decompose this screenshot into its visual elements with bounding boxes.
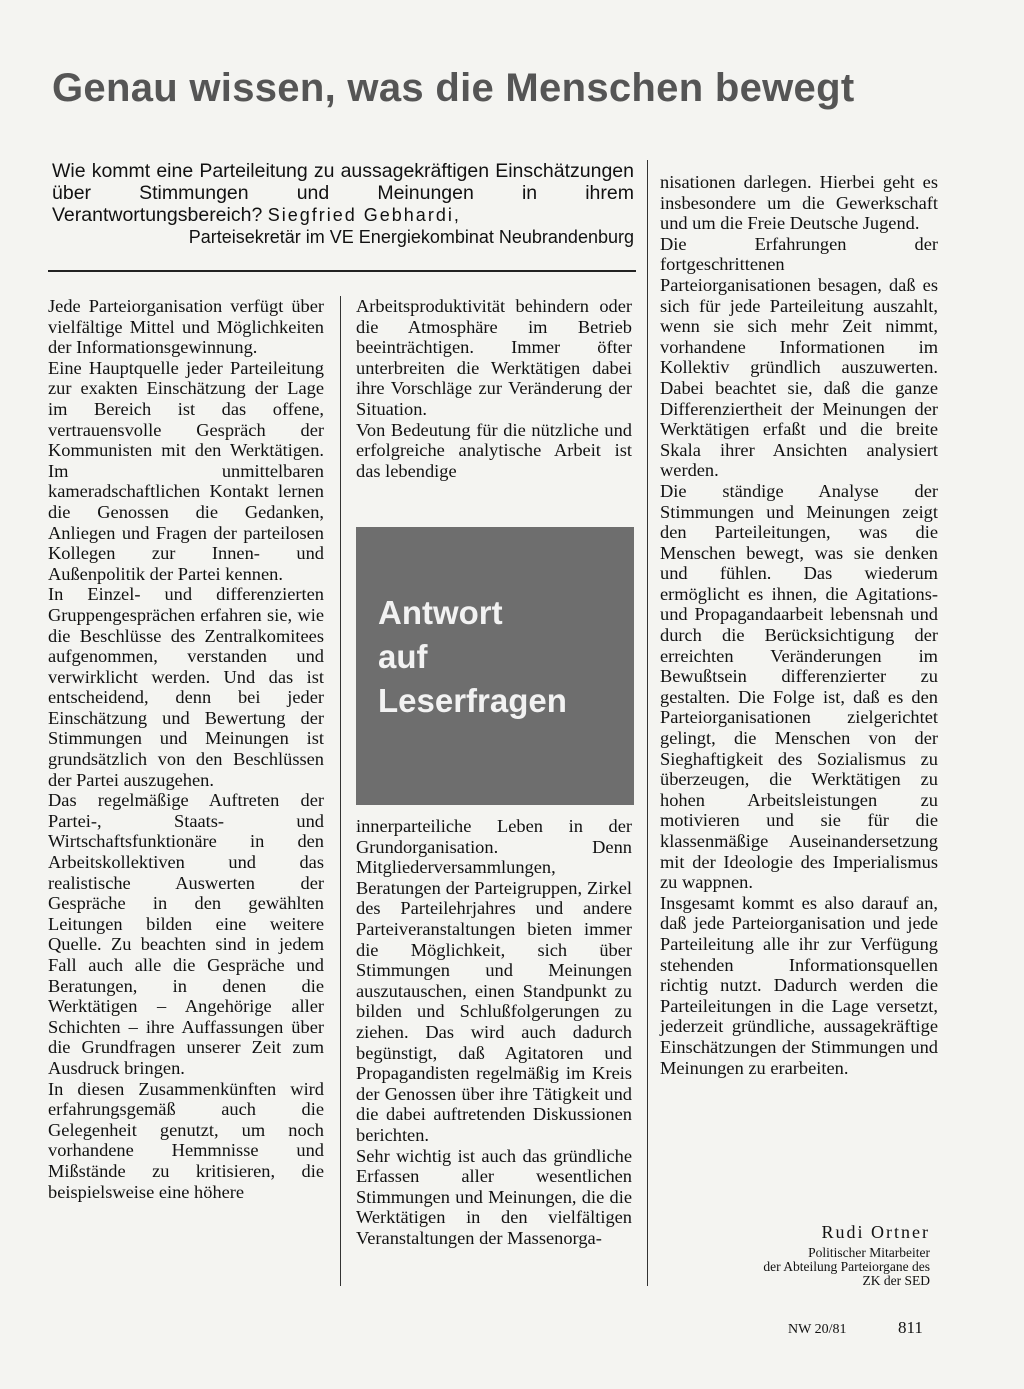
column-divider bbox=[340, 296, 341, 1286]
article-headline: Genau wissen, was die Menschen bewegt bbox=[52, 66, 855, 110]
question-text: Wie kommt eine Parteileitung zu aussagekräftigen Einschätzungen über Stimmungen und Meinungen in ihrem Verantwortungsbereich? bbox=[52, 160, 634, 226]
body-column-2-bottom bbox=[356, 816, 632, 1248]
reader-question bbox=[52, 160, 634, 248]
author-role-line: Politischer Mitarbeiter bbox=[808, 1245, 930, 1260]
author-name: Rudi Ortner bbox=[821, 1222, 930, 1242]
paragraph: Die Erfahrungen der fortgeschrittenen Parteiorganisationen besagen, daß es sich für jede Parteileitung auszahlt, wenn sie sich mehr Zeit nimmt, vorhandene Informationen im Kollektiv gründlich auszuwerten. Dabei beachtet sie, daß die ganze Differenziertheit der Meinungen der Werktätigen erfaßt und die breite Skala ihrer Ansichten analysiert werden. bbox=[660, 233, 938, 481]
author-role bbox=[700, 1246, 930, 1288]
paragraph: nisationen darlegen. Hierbei geht es insbesondere um die Gewerkschaft und um die Freie Deutsche Jugend. bbox=[660, 172, 938, 234]
author-role-line: ZK der SED bbox=[862, 1273, 930, 1288]
rubric-line: Antwort bbox=[378, 594, 503, 631]
asker-name: Siegfried Gebhardi, bbox=[267, 205, 461, 225]
column-divider bbox=[647, 160, 648, 1286]
issue-number: NW 20/81 bbox=[788, 1322, 847, 1337]
paragraph: Eine Hauptquelle jeder Parteileitung zur exakten Einschätzung der Lage im Bereich ist das offene, vertrauensvolle Gespräch der Kommunisten mit den Werktätigen. Im unmittelbaren kameradschaftlichen Kontakt lernen die Genossen die Gedanken, Anliegen und Fragen der parteilosen Kollegen zur Innen- und Außenpolitik der Partei kennen. bbox=[48, 357, 324, 584]
paragraph: Sehr wichtig ist auch das gründliche Erfassen aller wesentlichen Stimmungen und Meinungen, die die Werktätigen in den vielfältigen Veranstaltungen der Massenorga- bbox=[356, 1145, 632, 1248]
paragraph: Insgesamt kommt es also darauf an, daß jede Parteiorganisation und jede Parteileitung alle ihr zur Verfügung stehenden Informationsquellen richtig nutzt. Dadurch werden die Parteileitungen in die Lage versetzt, jederzeit gründliche, aussagekräftige Einschätzungen der Stimmungen und Meinungen zu erarbeiten. bbox=[660, 892, 938, 1078]
paragraph: Die ständige Analyse der Stimmungen und Meinungen zeigt den Parteileitungen, was die Menschen bewegt, was sie denken und fühlen. Das wiederum ermöglicht es ihnen, die Agitations- und Propagandaarbeit lebensnah und durch die Berücksichtigung der erreichten Veränderungen im Bewußtsein differenzierter zu gestalten. Die Folge ist, daß es den Parteiorganisationen zielgerichtet gelingt, die Menschen von der Sieghaftigkeit des Sozialismus zu überzeugen, die Werktätigen zu hohen Arbeitsleistungen zu motivieren und sie für die klassenmäßige Auseinandersetzung mit der Ideologie des Imperialismus zu wappnen. bbox=[660, 480, 938, 893]
intro-divider bbox=[48, 270, 636, 272]
body-column-2-top bbox=[356, 296, 632, 481]
paragraph: Das regelmäßige Auftreten der Partei-, Staats- und Wirtschaftsfunktionäre in den Arbeitskollektiven und das realistische Auswerten der Gespräche in den gewählten Leitungen bilden eine weitere Quelle. Zu beachten sind in jedem Fall auch alle die Gespräche und Beratungen, in denen die Werktätigen – Angehörige aller Schichten – ihre Auffassungen über die Grundfragen unserer Zeit zum Ausdruck bringen. bbox=[48, 790, 324, 1078]
paragraph: Arbeitsproduktivität behindern oder die Atmosphäre im Betrieb beeinträchtigen. Immer öfter unterbreiten die Werktätigen dabei ihre Vorschläge zur Veränderung der Situation. bbox=[356, 296, 632, 419]
rubric-line: auf bbox=[378, 638, 428, 675]
paragraph: In Einzel- und differenzierten Gruppengesprächen erfahren sie, wie die Beschlüsse des Zentralkomitees aufgenommen, verstanden und verwirklicht werden. Und das ist entscheidend, denn bei jeder Einschätzung und Bewertung der Stimmungen und Meinungen ist grundsätzlich von den Beschlüssen der Partei auszugehen. bbox=[48, 584, 324, 790]
rubric-line: Leserfragen bbox=[378, 682, 567, 719]
paragraph: Jede Parteiorganisation verfügt über vielfältige Mittel und Möglichkeiten der Informationsgewinnung. bbox=[48, 296, 324, 358]
rubric-title bbox=[378, 591, 628, 723]
body-column-3 bbox=[660, 172, 938, 1078]
body-column-1 bbox=[48, 296, 324, 1202]
paragraph: innerparteiliche Leben in der Grundorganisation. Denn Mitgliederversammlungen, Beratungen der Parteigruppen, Zirkel des Parteilehrjahres und andere Parteiveranstaltungen bieten immer die Möglichkeit, sich über Stimmungen und Meinungen auszutauschen, einen Standpunkt zu bilden und Schlußfolgerungen zu ziehen. Das wird auch dadurch begünstigt, daß Agitatoren und Propagandisten regelmäßig im Kreis der Genossen über ihre Tätigkeit und die dabei auftretenden Diskussionen berichten. bbox=[356, 816, 632, 1145]
author-role-line: der Abteilung Parteiorgane des bbox=[763, 1259, 930, 1274]
rubric-box bbox=[356, 527, 634, 805]
page-number: 811 bbox=[898, 1318, 923, 1337]
paragraph: In diesen Zusammenkünften wird erfahrungsgemäß auch die Gelegenheit genutzt, um noch vorhandene Hemmnisse und Mißstände zu kritisieren, die beispielsweise eine höhere bbox=[48, 1078, 324, 1202]
paragraph: Von Bedeutung für die nützliche und erfolgreiche analytische Arbeit ist das lebendige bbox=[356, 419, 632, 481]
asker-role: Parteisekretär im VE Energiekombinat Neubrandenburg bbox=[188, 227, 634, 247]
